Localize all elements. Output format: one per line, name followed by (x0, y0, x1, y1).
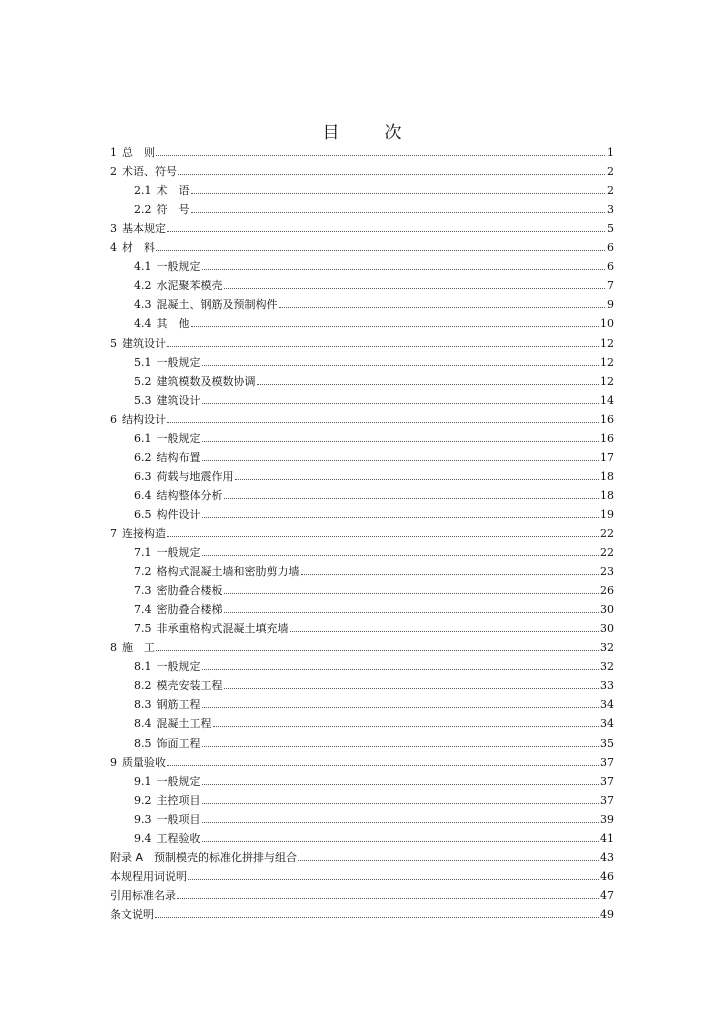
toc-entry-number: 7.3 (134, 584, 152, 598)
toc-entry-number: 5 (110, 336, 117, 350)
toc-entry-label: 条文说明 (110, 907, 154, 921)
toc-entry-number: 9 (110, 755, 117, 769)
toc-entry-page-number: 30 (600, 622, 614, 636)
toc-entry[interactable] (110, 369, 614, 388)
toc-entry-number: 5.3 (134, 393, 152, 407)
toc-entry-page-number: 39 (600, 812, 614, 826)
toc-entry[interactable] (110, 502, 614, 521)
toc-entry-label: 结构设计 (122, 412, 166, 426)
toc-entry-number: 6.2 (134, 450, 152, 464)
toc-entry[interactable] (110, 521, 614, 540)
toc-entry-number: 7.2 (134, 565, 152, 579)
toc-entry-page-number: 3 (607, 203, 614, 217)
toc-entry-number: 2.1 (134, 184, 152, 198)
dot-leader (167, 536, 599, 537)
toc-entry-page-number: 22 (600, 546, 614, 560)
toc-entry-label: 总 则 (122, 146, 155, 160)
toc-entry-number: 8.2 (134, 679, 152, 693)
toc-entry-label: 格构式混凝土墙和密肋剪力墙 (156, 565, 300, 579)
toc-entry-page-number: 33 (600, 679, 614, 693)
toc-entry-label: 术 语 (156, 184, 190, 198)
dot-leader (156, 250, 605, 251)
toc-entry-page-number: 6 (607, 260, 614, 274)
toc-entry-label: 一般规定 (156, 260, 201, 274)
toc-entry-page-number: 19 (600, 507, 614, 521)
toc-entry-number: 8 (110, 641, 117, 655)
dot-leader (177, 898, 599, 899)
toc-entry-number: 8.3 (134, 698, 152, 712)
toc-entry-number: 8.1 (134, 660, 152, 674)
dot-leader (178, 174, 605, 175)
toc-entry-page-number: 35 (600, 736, 614, 750)
toc-entry[interactable] (110, 616, 614, 635)
toc-entry-page-number: 26 (600, 584, 614, 598)
toc-entry-page-number: 16 (600, 431, 614, 445)
toc-entry-label: 术语、符号 (122, 165, 177, 179)
toc-entry-label: 非承重格构式混凝土填充墙 (156, 622, 289, 636)
toc-entry[interactable] (110, 845, 614, 864)
toc-entry-label: 混凝土工程 (156, 717, 212, 731)
toc-entry[interactable] (110, 883, 614, 902)
toc-entry[interactable] (110, 159, 614, 178)
toc-entry-page-number: 1 (607, 146, 614, 160)
toc-entry-number: 4.4 (134, 317, 152, 331)
toc-title: 目 次 (322, 123, 416, 143)
toc-entry-number: 8.5 (134, 736, 152, 750)
toc-entry[interactable] (110, 807, 614, 826)
toc-entry-page-number: 22 (600, 526, 614, 540)
toc-entry-label: 质量验收 (122, 755, 166, 769)
toc-entry-page-number: 12 (600, 336, 614, 350)
toc-entry-label: 建筑设计 (156, 393, 201, 407)
toc-entry-label: 主控项目 (156, 793, 201, 807)
toc-entry[interactable] (110, 635, 614, 654)
toc-entry[interactable] (110, 540, 614, 559)
dot-leader (224, 288, 606, 289)
dot-leader (224, 612, 600, 613)
toc-entry-label: 一般规定 (156, 774, 201, 788)
toc-entry-number: 4.1 (134, 260, 152, 274)
dot-leader (202, 784, 600, 785)
toc-entry-label: 构件设计 (156, 507, 201, 521)
toc-entry[interactable] (110, 140, 614, 159)
toc-entry[interactable] (110, 178, 614, 197)
toc-entry-page-number: 12 (600, 355, 614, 369)
dot-leader (156, 155, 605, 156)
toc-entry-page-number: 32 (600, 641, 614, 655)
toc-entry-page-number: 16 (600, 412, 614, 426)
toc-entry[interactable] (110, 273, 614, 292)
toc-entry-number: 6 (110, 412, 117, 426)
toc-entry-page-number: 6 (607, 241, 614, 255)
dot-leader (202, 441, 600, 442)
toc-entry-label: 模壳安装工程 (156, 679, 223, 693)
toc-entry[interactable] (110, 750, 614, 769)
toc-entry[interactable] (110, 254, 614, 273)
toc-entry-page-number: 37 (600, 755, 614, 769)
toc-entry-number: 7 (110, 526, 117, 540)
dot-leader (279, 307, 606, 308)
toc-entry-number: 9.1 (134, 774, 152, 788)
toc-entry-page-number: 7 (607, 279, 614, 293)
toc-entry-label: 建筑设计 (122, 336, 166, 350)
toc-entry-number: 4.2 (134, 279, 152, 293)
toc-entry-label: 一般项目 (156, 812, 201, 826)
toc-entry-number: 9.2 (134, 793, 152, 807)
toc-entry-label: 荷载与地震作用 (156, 469, 234, 483)
toc-entry-page-number: 17 (600, 450, 614, 464)
dot-leader (202, 460, 600, 461)
dot-leader (191, 212, 606, 213)
toc-entry[interactable] (110, 464, 614, 483)
toc-entry[interactable] (110, 311, 614, 330)
dot-leader (156, 650, 599, 651)
toc-entry-label: 饰面工程 (156, 736, 201, 750)
toc-entry-number: 6.3 (134, 469, 152, 483)
toc-entry-number: 6.4 (134, 488, 152, 502)
dot-leader (191, 326, 600, 327)
toc-entry-page-number: 43 (600, 850, 614, 864)
toc-entry-page-number: 2 (607, 184, 614, 198)
toc-entry[interactable] (110, 559, 614, 578)
toc-entry[interactable] (110, 578, 614, 597)
table-of-contents (110, 140, 614, 921)
toc-entry-label: 引用标准名录 (110, 888, 176, 902)
dot-leader (224, 593, 600, 594)
toc-entry-page-number: 18 (600, 488, 614, 502)
toc-entry[interactable] (110, 426, 614, 445)
dot-leader (202, 403, 600, 404)
dot-leader (257, 384, 600, 385)
toc-entry-number: 1 (110, 146, 117, 160)
toc-entry-number: 9.4 (134, 831, 152, 845)
toc-entry-label: 施 工 (122, 641, 155, 655)
dot-leader (202, 803, 600, 804)
dot-leader (167, 422, 599, 423)
toc-entry[interactable] (110, 235, 614, 254)
toc-entry-label: 其 他 (156, 317, 190, 331)
toc-entry-number: 7.5 (134, 622, 152, 636)
toc-entry[interactable] (110, 483, 614, 502)
toc-entry-label: 本规程用词说明 (110, 869, 187, 883)
toc-entry-number: 7.1 (134, 546, 152, 560)
toc-entry-label: 工程验收 (156, 831, 201, 845)
toc-entry-page-number: 18 (600, 469, 614, 483)
dot-leader (188, 879, 599, 880)
toc-entry-label: 一般规定 (156, 546, 201, 560)
toc-entry-number: 4 (110, 241, 117, 255)
toc-entry[interactable] (110, 769, 614, 788)
dot-leader (202, 707, 600, 708)
dot-leader (202, 555, 600, 556)
toc-entry-page-number: 23 (600, 565, 614, 579)
toc-entry[interactable] (110, 673, 614, 692)
dot-leader (191, 193, 606, 194)
dot-leader (202, 269, 606, 270)
toc-entry[interactable] (110, 902, 614, 921)
toc-entry[interactable] (110, 350, 614, 369)
toc-entry[interactable] (110, 654, 614, 673)
toc-entry-page-number: 37 (600, 774, 614, 788)
dot-leader (290, 631, 600, 632)
toc-entry[interactable] (110, 292, 614, 311)
toc-entry-page-number: 12 (600, 374, 614, 388)
toc-entry-label: 密肋叠合楼梯 (156, 603, 223, 617)
toc-entry-number: 2 (110, 165, 117, 179)
toc-entry-label: 一般规定 (156, 660, 201, 674)
toc-entry-number: 6.5 (134, 507, 152, 521)
toc-entry-page-number: 14 (600, 393, 614, 407)
toc-entry-label: 连接构造 (122, 526, 166, 540)
dot-leader (167, 765, 599, 766)
dot-leader (224, 688, 600, 689)
toc-entry-number: 4.3 (134, 298, 152, 312)
dot-leader (298, 860, 599, 861)
dot-leader (202, 669, 600, 670)
toc-entry-page-number: 47 (600, 888, 614, 902)
toc-entry[interactable] (110, 864, 614, 883)
toc-entry[interactable] (110, 330, 614, 349)
toc-entry[interactable] (110, 788, 614, 807)
toc-entry[interactable] (110, 826, 614, 845)
toc-entry-label: 附录 A 预制模壳的标准化拼排与组合 (110, 850, 298, 864)
toc-entry-page-number: 41 (600, 831, 614, 845)
toc-entry-label: 建筑模数及模数协调 (156, 374, 256, 388)
toc-entry[interactable] (110, 711, 614, 730)
toc-entry-number: 6.1 (134, 431, 152, 445)
toc-entry-page-number: 30 (600, 603, 614, 617)
toc-entry-number: 7.4 (134, 603, 152, 617)
toc-entry[interactable] (110, 388, 614, 407)
toc-entry-label: 符 号 (156, 203, 190, 217)
toc-entry-number: 5.2 (134, 374, 152, 388)
dot-leader (167, 346, 599, 347)
toc-entry-label: 钢筋工程 (156, 698, 201, 712)
dot-leader (301, 574, 600, 575)
toc-entry[interactable] (110, 597, 614, 616)
dot-leader (167, 231, 605, 232)
dot-leader (213, 726, 600, 727)
toc-entry[interactable] (110, 216, 614, 235)
toc-entry-page-number: 2 (607, 165, 614, 179)
toc-entry-page-number: 49 (600, 907, 614, 921)
toc-entry-page-number: 34 (600, 698, 614, 712)
toc-entry-page-number: 46 (600, 869, 614, 883)
dot-leader (202, 746, 600, 747)
toc-entry[interactable] (110, 407, 614, 426)
toc-entry-page-number: 10 (600, 317, 614, 331)
dot-leader (202, 517, 600, 518)
dot-leader (224, 498, 600, 499)
dot-leader (202, 822, 600, 823)
toc-entry-number: 2.2 (134, 203, 152, 217)
toc-entry-page-number: 34 (600, 717, 614, 731)
toc-entry-number: 5.1 (134, 355, 152, 369)
toc-entry-label: 一般规定 (156, 355, 201, 369)
toc-entry-label: 混凝土、钢筋及预制构件 (156, 298, 278, 312)
toc-entry-label: 密肋叠合楼板 (156, 584, 223, 598)
toc-entry-label: 水泥聚苯模壳 (156, 279, 223, 293)
toc-entry[interactable] (110, 445, 614, 464)
dot-leader (202, 365, 600, 366)
toc-entry-label: 一般规定 (156, 431, 201, 445)
toc-entry[interactable] (110, 197, 614, 216)
toc-entry[interactable] (110, 692, 614, 711)
toc-entry-number: 9.3 (134, 812, 152, 826)
dot-leader (155, 917, 599, 918)
toc-entry-number: 3 (110, 222, 117, 236)
toc-entry-label: 结构整体分析 (156, 488, 223, 502)
toc-entry-page-number: 5 (607, 222, 614, 236)
toc-entry-number: 8.4 (134, 717, 152, 731)
toc-entry-page-number: 9 (607, 298, 614, 312)
dot-leader (235, 479, 600, 480)
dot-leader (202, 841, 600, 842)
toc-entry-label: 材 料 (122, 241, 155, 255)
toc-entry-label: 结构布置 (156, 450, 201, 464)
toc-entry-page-number: 32 (600, 660, 614, 674)
toc-entry[interactable] (110, 730, 614, 749)
toc-entry-label: 基本规定 (122, 222, 166, 236)
toc-entry-page-number: 37 (600, 793, 614, 807)
